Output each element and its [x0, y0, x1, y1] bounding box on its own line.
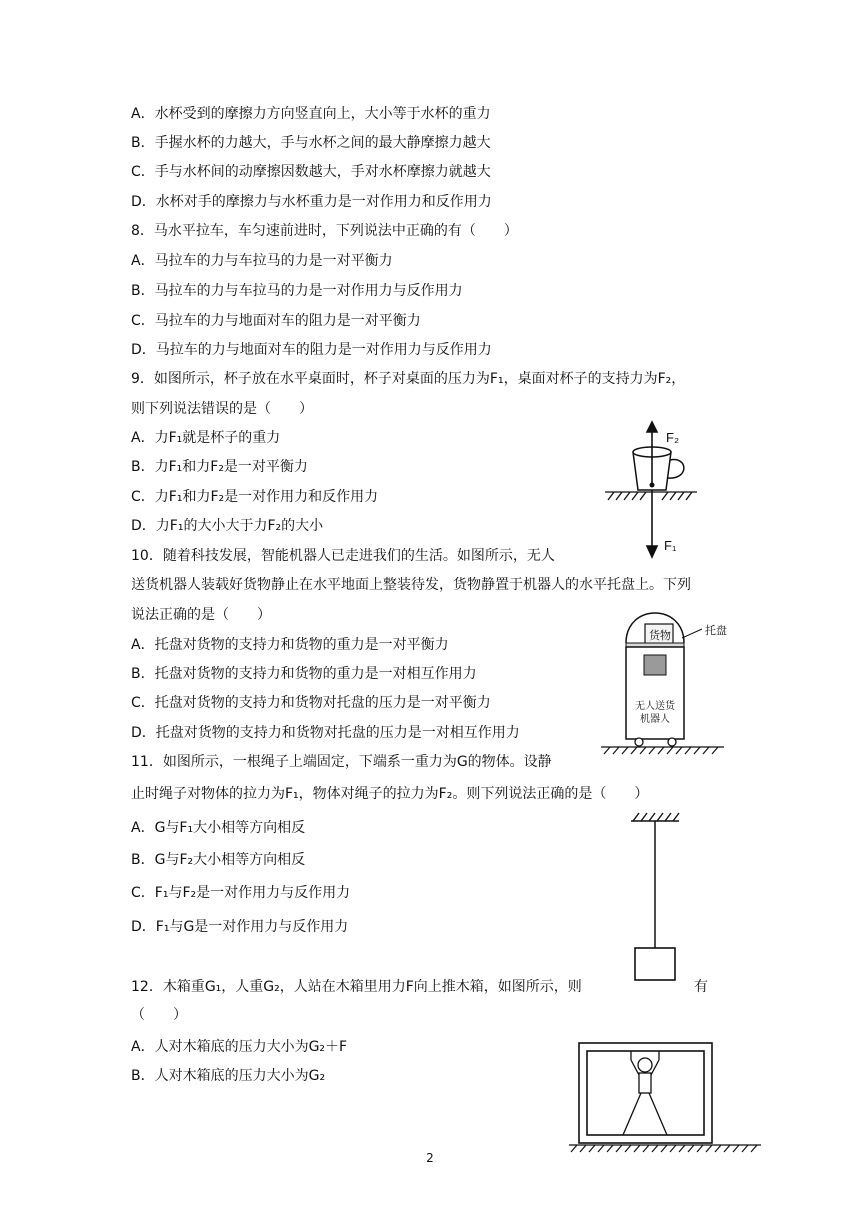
q9-option-b: B．力F₁和力F₂是一对平衡力: [131, 459, 308, 475]
cup-icon: [633, 447, 684, 490]
q10-stem-line2: 送货机器人装载好货物静止在水平地面上整装待发，货物静置于机器人的水平托盘上。下列: [131, 577, 691, 593]
q8-option-a: A．马拉车的力与车拉马的力是一对平衡力: [131, 253, 393, 269]
q8-stem: 8．马水平拉车，车匀速前进时，下列说法中正确的有（ ）: [131, 223, 518, 239]
wheel-left: [635, 738, 643, 746]
robot-label-line1: 无人送货: [635, 701, 675, 712]
f2-arrow: [647, 422, 657, 484]
ground-surface: [601, 747, 724, 754]
ceiling-support: [631, 813, 679, 821]
q11-stem-line2: 止时绳子对物体的拉力为F₁，物体对绳子的拉力为F₂。则下列说法正确的是（ ）: [131, 786, 649, 802]
q10-stem-line1: 10．随着科技发展，智能机器人已走进我们的生活。如图所示，无人: [131, 548, 555, 564]
q10-option-a: A．托盘对货物的支持力和货物的重力是一对平衡力: [131, 637, 449, 653]
q12-option-b: B．人对木箱底的压力大小为G₂: [131, 1068, 326, 1084]
table-surface: [605, 492, 697, 500]
rope-figure: [625, 807, 685, 987]
q8-option-d: D．马拉车的力与地面对车的阻力是一对作用力与反作用力: [131, 342, 492, 358]
q12-stem-tail: 有: [694, 979, 708, 995]
q11-option-d: D．F₁与G是一对作用力与反作用力: [131, 919, 349, 935]
hanging-object: [635, 948, 675, 980]
q11-stem-line1: 11．如图所示，一根绳子上端固定，下端系一重力为G的物体。设静: [131, 754, 552, 770]
f1-arrow: [647, 490, 657, 557]
q12-stem: 12．木箱重G₁，人重G₂，人站在木箱里用力F向上推木箱，如图所示，则: [131, 979, 582, 995]
q9-option-c: C．力F₁和力F₂是一对作用力和反作用力: [131, 489, 379, 505]
q7-option-a: A．水杯受到的摩擦力方向竖直向上，大小等于水杯的重力: [131, 106, 491, 122]
q10-stem-line3: 说法正确的是（ ）: [131, 607, 271, 623]
tray-label: 托盘: [705, 624, 727, 637]
q8-option-b: B．马拉车的力与车拉马的力是一对作用力与反作用力: [131, 283, 463, 299]
q10-option-d: D．托盘对货物的支持力和货物对托盘的压力是一对相互作用力: [131, 725, 520, 741]
q10-option-c: C．托盘对货物的支持力和货物对托盘的压力是一对平衡力: [131, 695, 491, 711]
cup-force-figure: [600, 418, 700, 563]
q7-option-c: C．手与水杯间的动摩擦因数越大，手对水杯摩擦力就越大: [131, 164, 491, 180]
q12-bracket: （ ）: [131, 1007, 187, 1023]
wheel-right: [668, 738, 676, 746]
person-icon: [623, 1051, 667, 1135]
robot-label-line2: 机器人: [640, 714, 670, 725]
robot-screen: [644, 655, 666, 675]
q12-option-a: A．人对木箱底的压力大小为G₂＋F: [131, 1039, 348, 1055]
q9-option-a: A．力F₁就是杯子的重力: [131, 430, 281, 446]
q10-option-b: B．托盘对货物的支持力和货物的重力是一对相互作用力: [131, 666, 477, 682]
f1-label: F₁: [664, 538, 677, 553]
q11-option-c: C．F₁与F₂是一对作用力与反作用力: [131, 885, 351, 901]
q9-stem-line1: 9．如图所示，杯子放在水平桌面时，杯子对桌面的压力为F₁，桌面对杯子的支持力为F₂，: [131, 371, 686, 387]
q11-option-b: B．G与F₂大小相等方向相反: [131, 852, 306, 868]
q7-option-b: B．手握水杯的力越大，手与水杯之间的最大静摩擦力越大: [131, 135, 491, 151]
q9-stem-line2: 则下列说法错误的是（ ）: [131, 401, 313, 417]
q7-option-d: D．水杯对手的摩擦力与水杯重力是一对作用力和反作用力: [131, 194, 492, 210]
goods-label: 货物: [649, 629, 671, 642]
q8-option-c: C．马拉车的力与地面对车的阻力是一对平衡力: [131, 313, 421, 329]
q11-option-a: A．G与F₁大小相等方向相反: [131, 820, 306, 836]
robot-figure: [598, 603, 732, 759]
page-number: 2: [426, 1151, 434, 1165]
tray-pointer: [682, 629, 702, 638]
crate-figure: [565, 1040, 765, 1158]
q9-option-d: D．力F₁的大小大于力F₂的大小: [131, 518, 324, 534]
f2-label: F₂: [666, 430, 679, 445]
